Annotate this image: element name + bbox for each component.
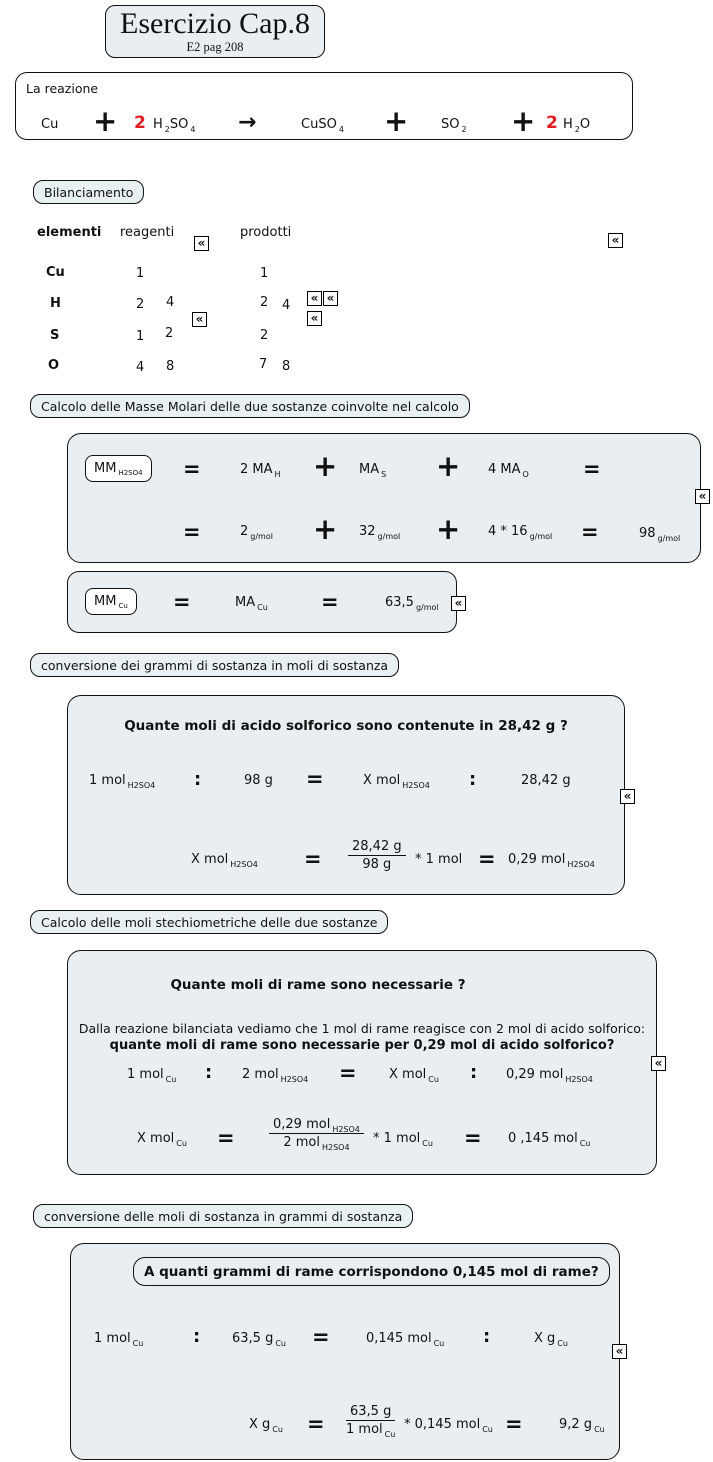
colon-sign: : <box>205 1062 213 1083</box>
equals-sign: = <box>306 767 324 791</box>
section-label-moli-in-grammi: conversione delle moli di sostanza in grammi di sostanza <box>33 1204 413 1228</box>
question-title-chip: A quanti grammi di rame corrispondono 0,145 mol di rame? <box>133 1257 610 1286</box>
page-title: Esercizio Cap.8 <box>120 7 310 40</box>
formula-cu: Cu <box>41 117 59 132</box>
formula-so2: SO $_2$ <box>441 117 467 134</box>
chevrons-left-icon[interactable]: « <box>620 789 635 804</box>
chevrons-left-icon[interactable]: « <box>192 312 207 327</box>
grams-to-moles-box <box>67 695 625 895</box>
result-value: 0 ,145 mol $_{Cu}$ <box>508 1131 591 1148</box>
reaction-label: La reazione <box>26 81 99 96</box>
value-32gmol: 32 $_{g/mol}$ <box>359 524 401 541</box>
formula-cuso4: CuSO $_4$ <box>301 117 344 134</box>
value-4x16gmol: 4 * 16 $_{g/mol}$ <box>488 524 553 541</box>
column-header-reagenti: reagenti <box>120 225 175 240</box>
question-title: Quante moli di acido solforico sono contenute in 28,42 g ? <box>124 718 568 734</box>
result-value: 9,2 g $_{Cu}$ <box>559 1417 605 1434</box>
equals-sign: = <box>217 1126 235 1150</box>
formula-h2o: H $_2$O <box>563 117 591 134</box>
term-macu: MA $_{Cu}$ <box>235 595 268 612</box>
coefficient-h2so4: 2 <box>134 113 146 133</box>
fraction: 0,29 mol $_{H2SO4}$ 2 mol $_{H2SO4}$ <box>269 1117 364 1150</box>
equals-sign: = <box>312 1325 330 1349</box>
equals-sign: = <box>183 520 201 544</box>
mm-h2so4-chip: MM H2SO4 <box>85 455 152 482</box>
equals-sign: = <box>505 1412 523 1436</box>
equals-sign: = <box>173 590 191 614</box>
moles-to-grams-box <box>70 1243 620 1460</box>
equals-sign: = <box>339 1061 357 1085</box>
term-4mao: 4 MA $_O$ <box>488 462 529 479</box>
result-lhs: X mol $_{Cu}$ <box>137 1131 187 1148</box>
colon-sign: : <box>193 1326 201 1347</box>
multiplier: * 1 mol $_{Cu}$ <box>373 1131 433 1148</box>
proportion-term: 63,5 g $_{Cu}$ <box>232 1331 286 1348</box>
equals-sign: = <box>583 457 601 481</box>
equals-sign: = <box>183 457 201 481</box>
chevrons-left-icon[interactable]: « <box>194 236 209 251</box>
molar-mass-h2so4-box <box>67 433 701 563</box>
molar-mass-cu-box <box>67 571 457 633</box>
result-635gmol: 63,5 $_{g/mol}$ <box>385 595 439 612</box>
colon-sign: : <box>470 1062 478 1083</box>
chevrons-left-icon[interactable]: « <box>307 291 322 306</box>
formula-h2so4: H $_2$SO $_4$ <box>153 117 196 134</box>
page-subtitle: E2 pag 208 <box>186 40 244 54</box>
chevrons-left-icon[interactable]: « <box>695 489 710 504</box>
equals-sign: = <box>304 847 322 871</box>
column-header-elementi: elementi <box>37 225 102 240</box>
plus-sign: + <box>436 449 461 483</box>
chevrons-left-icon[interactable]: « <box>307 311 322 326</box>
colon-sign: : <box>469 769 477 790</box>
proportion-term: X g $_{Cu}$ <box>534 1331 568 1348</box>
term-2mah: 2 MA $_H$ <box>240 462 281 479</box>
term-mas: MA $_S$ <box>359 462 387 479</box>
chevrons-left-icon[interactable]: « <box>451 596 466 611</box>
multiplier: * 0,145 mol $_{Cu}$ <box>404 1417 493 1434</box>
section-label-moli-stechiometriche: Calcolo delle moli stechiometriche delle due sostanze <box>30 910 388 934</box>
section-label-bilanciamento: Bilanciamento <box>33 180 144 204</box>
value-2gmol: 2 $_{g/mol}$ <box>240 524 273 541</box>
reaction-box <box>15 72 633 140</box>
proportion-term: X mol $_{H2SO4}$ <box>363 773 430 790</box>
equals-sign: = <box>307 1412 325 1436</box>
proportion-term: 98 g <box>244 773 273 788</box>
plus-sign: + <box>436 512 461 546</box>
chevrons-left-icon[interactable]: « <box>608 233 623 248</box>
colon-sign: : <box>194 769 202 790</box>
equals-sign: = <box>464 1126 482 1150</box>
mm-cu-chip: MM Cu <box>85 588 137 615</box>
column-header-prodotti: prodotti <box>240 225 292 240</box>
worksheet-page: Esercizio Cap.8 E2 pag 208 La reazione Cu + 2 H $_2$SO $_4$ → CuSO $_4$ + SO $_2$ + 2 H $_2$O Bilanciamento elementi reagenti prodotti « « Cu 1 1 H 2 4 2 4 S 1 2 2 O 4 8 7 8 « « « « Calcolo delle Masse Molari delle due sostanze coinvolte nel calcolo MM H2SO4 = 2 MA $_H$ + MA $_S$ + 4 MA $_O$ = = 2 $_{g/mol}$ + 32 $_{g/mol}$ + 4 * 16 $_{g/mol}$ = 98 $_{g/mol}$ « MM Cu = MA $_{Cu}$ = 63,5 $_{g/mol}$ « conversione dei grammi di sostanza in moli di sostanza Quante moli di acido solforico sono contenute in 28,42 g ? 1 mol $_{H2SO4}$ : 98 g = X mol $_{H2SO4}$ : 28,42 g X mol $_{H2SO4}$ = $\frac{28,42 g}{98 g}$ * 1 mol = 0,29 mol $_{H2SO4}$ « Calcolo delle moli stechiometriche delle due sostanze Quante moli di rame sono necessarie ? Dalla reazione bilanciata vediamo che 1 mol di rame reagisce con 2 mol di acido solforico: quante moli di rame sono necessarie per 0,29 mol di acido solforico? 1 mol $_{Cu}$ : 2 mol $_{H2SO4}$ = X mol $_{Cu}$ : 0,29 mol $_{H2SO4}$ X mol $_{Cu}$ = 0,29 mol $_{H2SO4}$ 2 mol $_{H2SO4}$ * 1 mol $_{Cu}$ = 0 ,145 mol $_{Cu}$ « conversione delle moli di sostanza in grammi di sostanza A quanti grammi di rame corrispondono 0,145 mol di rame? 1 mol $_{Cu}$ : 63,5 g $_{Cu}$ = 0,145 mol $_{Cu}$ : X g $_{Cu}$ X g $_{Cu}$ = 63,5 g 1 mol $_{Cu}$ * 0,145 mol $_{Cu}$ = 9,2 g $_{Cu}$ « <box>0 0 713 1462</box>
result-lhs: X g $_{Cu}$ <box>249 1417 283 1434</box>
proportion-term: 1 mol $_{Cu}$ <box>127 1067 177 1084</box>
result-lhs: X mol $_{H2SO4}$ <box>191 852 258 869</box>
plus-sign: + <box>384 104 409 138</box>
explanation-line: Dalla reazione bilanciata vediamo che 1 mol di rame reagisce con 2 mol di acido solforico: <box>78 1021 646 1036</box>
proportion-term: 28,42 g <box>521 773 571 788</box>
stoich-moles-box <box>67 950 657 1175</box>
explanation-line-bold: quante moli di rame sono necessarie per 0,29 mol di acido solforico? <box>109 1038 615 1053</box>
coefficient-h2o: 2 <box>546 113 558 133</box>
result-98gmol: 98 $_{g/mol}$ <box>639 526 681 543</box>
fraction: 63,5 g 1 mol $_{Cu}$ <box>346 1404 396 1439</box>
proportion-term: 1 mol $_{H2SO4}$ <box>89 773 156 790</box>
proportion-term: 1 mol $_{Cu}$ <box>94 1331 144 1348</box>
chevrons-left-icon[interactable]: « <box>651 1056 666 1071</box>
equals-sign: = <box>478 847 496 871</box>
proportion-term: 0,145 mol $_{Cu}$ <box>366 1331 445 1348</box>
plus-sign: + <box>93 104 118 138</box>
chevrons-left-icon[interactable]: « <box>612 1344 627 1359</box>
chevrons-left-icon[interactable]: « <box>323 291 338 306</box>
equals-sign: = <box>321 590 339 614</box>
proportion-term: 2 mol $_{H2SO4}$ <box>242 1067 309 1084</box>
plus-sign: + <box>511 104 536 138</box>
title-box <box>105 5 325 58</box>
colon-sign: : <box>483 1326 491 1347</box>
plus-sign: + <box>313 512 338 546</box>
equals-sign: = <box>581 520 599 544</box>
multiplier: * 1 mol <box>415 852 463 867</box>
plus-sign: + <box>313 449 338 483</box>
proportion-term: 0,29 mol $_{H2SO4}$ <box>506 1067 593 1084</box>
result-value: 0,29 mol $_{H2SO4}$ <box>508 852 595 869</box>
section-label-masse-molari: Calcolo delle Masse Molari delle due sostanze coinvolte nel calcolo <box>30 394 470 418</box>
question-title: Quante moli di rame sono necessarie ? <box>170 977 466 993</box>
reaction-arrow-icon: → <box>238 110 257 135</box>
fraction: $\frac{28,42 g}{98 g}$ <box>348 839 406 872</box>
section-label-grammi-in-moli: conversione dei grammi di sostanza in moli di sostanza <box>30 653 399 677</box>
proportion-term: X mol $_{Cu}$ <box>389 1067 439 1084</box>
